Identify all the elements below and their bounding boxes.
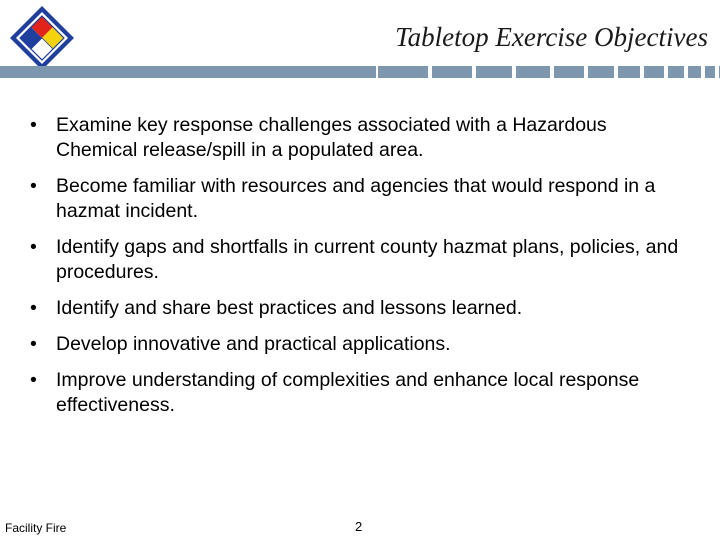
footer-label: Facility Fire [5, 521, 67, 535]
bullet-marker: • [30, 297, 37, 319]
bullet-marker: • [30, 236, 37, 258]
list-item [30, 332, 690, 357]
header-accent-blocks [378, 66, 720, 78]
objective-text: Identify and share best practices and lessons learned. [56, 297, 523, 319]
objective-text: Examine key response challenges associated with a Hazardous Chemical release/spill in a populated area. [56, 114, 607, 161]
objective-text: Become familiar with resources and agencies that would respond in a hazmat incident. [56, 175, 656, 222]
bullet-marker: • [30, 333, 37, 355]
objective-text: Identify gaps and shortfalls in current county hazmat plans, policies, and procedures. [56, 236, 679, 283]
header-accent-band [0, 66, 376, 78]
objective-text: Develop innovative and practical applications. [56, 333, 451, 355]
list-item [30, 296, 690, 321]
bullet-marker: • [30, 175, 37, 197]
objective-text: Improve understanding of complexities and enhance local response effectiveness. [56, 369, 640, 416]
objectives-list [30, 113, 690, 429]
list-item [30, 174, 690, 224]
list-item [30, 113, 690, 163]
bullet-marker: • [30, 114, 37, 136]
bullet-marker: • [30, 369, 37, 391]
hazmat-diamond-logo [8, 4, 76, 72]
list-item [30, 368, 690, 418]
page-title: Tabletop Exercise Objectives [395, 22, 708, 52]
list-item [30, 235, 690, 285]
page-number: 2 [355, 519, 363, 534]
